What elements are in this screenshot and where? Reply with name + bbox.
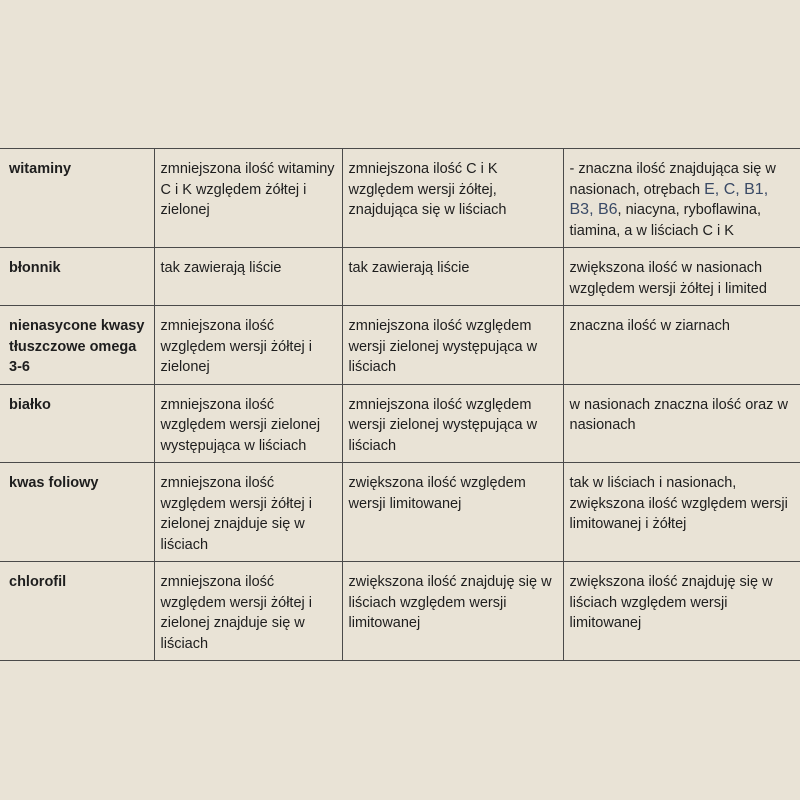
table-cell: zmniejszona ilość względem wersji żółtej i zielonej: [154, 306, 342, 385]
cell-text: , niacyna, ryboflawina, tiamina, a w liściach C i K: [569, 202, 761, 239]
table-cell: tak zawierają liście: [342, 248, 563, 306]
table-cell: [563, 149, 800, 248]
row-label: białko: [0, 384, 154, 463]
row-label: nienasycone kwasy tłuszczowe omega 3-6: [0, 306, 154, 385]
comparison-table: [0, 148, 800, 661]
table-cell: zwiększona ilość względem wersji limitowanej: [342, 463, 563, 562]
table-row: [0, 306, 800, 385]
table-cell: zmniejszona ilość względem wersji żółtej i zielonej znajduje się w liściach: [154, 562, 342, 661]
row-label: kwas foliowy: [0, 463, 154, 562]
table-row: [0, 562, 800, 661]
table-cell: znaczna ilość w ziarnach: [563, 306, 800, 385]
table-row: [0, 248, 800, 306]
table-cell: zwiększona ilość znajduję się w liściach względem wersji limitowanej: [342, 562, 563, 661]
table-cell: w nasionach znaczna ilość oraz w nasionach: [563, 384, 800, 463]
table-row: [0, 384, 800, 463]
table-cell: zmniejszona ilość względem wersji zielonej występująca w liściach: [342, 384, 563, 463]
table-cell: zwiększona ilość w nasionach względem wersji żółtej i limited: [563, 248, 800, 306]
table-cell: tak w liściach i nasionach, zwiększona ilość względem wersji limitowanej i żółtej: [563, 463, 800, 562]
table-cell: zmniejszona ilość względem wersji zielonej występująca w liściach: [342, 306, 563, 385]
table-cell: tak zawierają liście: [154, 248, 342, 306]
row-label: chlorofil: [0, 562, 154, 661]
row-label: błonnik: [0, 248, 154, 306]
row-label: witaminy: [0, 149, 154, 248]
table-cell: zwiększona ilość znajduję się w liściach względem wersji limitowanej: [563, 562, 800, 661]
table-cell: zmniejszona ilość względem wersji zielonej występująca w liściach: [154, 384, 342, 463]
table-cell: zmniejszona ilość względem wersji żółtej i zielonej znajduje się w liściach: [154, 463, 342, 562]
comparison-table-wrapper: [0, 148, 800, 661]
table-row: [0, 463, 800, 562]
table-cell: zmniejszona ilość witaminy C i K względem żółtej i zielonej: [154, 149, 342, 248]
vitamin-list: E, C, B1, B3, B6: [569, 180, 769, 218]
cell-text: - znaczna ilość znajdująca się w nasionach, otrębach: [569, 161, 776, 198]
table-cell: zmniejszona ilość C i K względem wersji żółtej, znajdująca się w liściach: [342, 149, 563, 248]
table-row: [0, 149, 800, 248]
